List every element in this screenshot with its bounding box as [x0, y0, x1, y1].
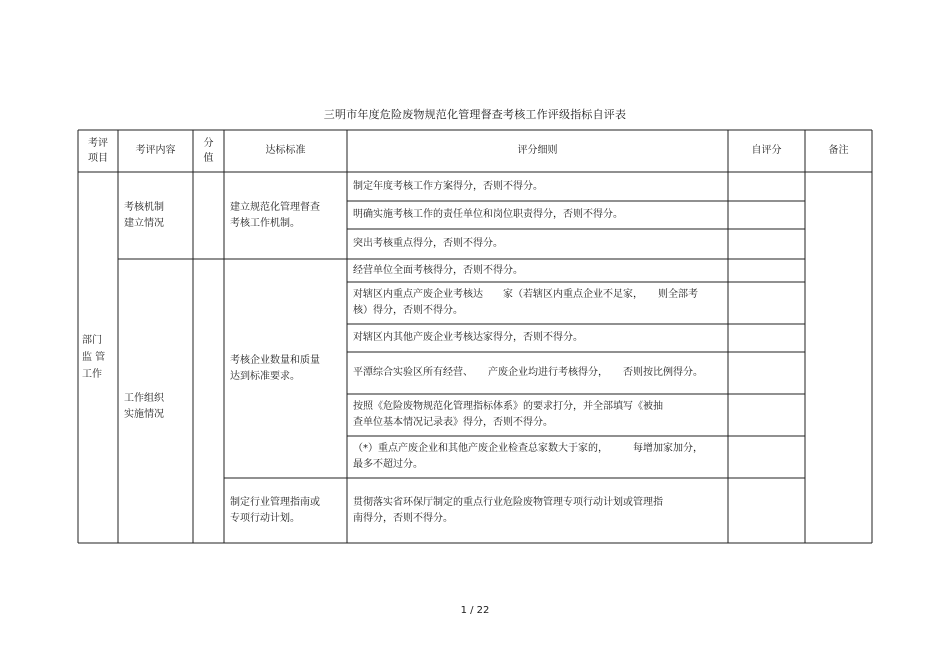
header-score: 分 值: [203, 138, 214, 164]
detail-row: 突出考核重点得分，否则不得分。: [353, 238, 503, 249]
header-content: 考评内容: [135, 145, 176, 156]
detail-row: 明确实施考核工作的责任单位和岗位职责得分，否则不得分。: [353, 209, 623, 220]
detail-row: 贯彻落实省环保厅制定的重点行业危险废物管理专项行动计划或管理指 南得分，否则不得分。: [353, 496, 663, 524]
header-self-score: 自评分: [751, 145, 782, 156]
detail-row: 平潭综合实验区所有经营、 产废企业均进行考核得分， 否则按比例得分。: [353, 367, 703, 378]
detail-row: 对辖区内重点产废企业考核达 家（若辖区内重点企业不足家， 则全部考 核）得分，否则不得分。: [353, 289, 698, 316]
header-standard: 达标标准: [265, 145, 306, 156]
group2-content: 工作组织 实施情况: [124, 393, 164, 420]
group2-standard-b: 制定行业管理指南或 专项行动计划。: [230, 496, 320, 524]
page-title: 三明市年度危险废物规范化管理督查考核工作评级指标自评表: [323, 108, 627, 121]
page-number: 1 / 22: [460, 605, 490, 616]
group1-content: 考核机制 建立情况: [124, 201, 164, 229]
header-item: 考评 项目: [88, 138, 108, 164]
detail-row: 按照《危险废物规范化管理指标体系》的要求打分，并全部填写《被抽 查单位基本情况记录表》得分，否则不得分。: [353, 401, 663, 428]
section-item: 部门 监 管 工作: [82, 335, 106, 380]
group1-standard: 建立规范化管理督查 考核工作机制。: [230, 201, 320, 229]
group2-standard-a: 考核企业数量和质量 达到标准要求。: [230, 354, 320, 382]
detail-row: 经营单位全面考核得分，否则不得分。: [353, 264, 523, 276]
detail-row: （*）重点产废企业和其他产废企业检查总家数大于家的， 每增加家加分， 最多不超过分。: [353, 443, 703, 470]
detail-row: 制定年度考核工作方案得分，否则不得分。: [353, 180, 543, 192]
header-detail: 评分细则: [517, 145, 558, 156]
detail-row: 对辖区内其他产废企业考核达家得分，否则不得分。: [353, 332, 583, 343]
header-remark: 备注: [828, 145, 849, 156]
